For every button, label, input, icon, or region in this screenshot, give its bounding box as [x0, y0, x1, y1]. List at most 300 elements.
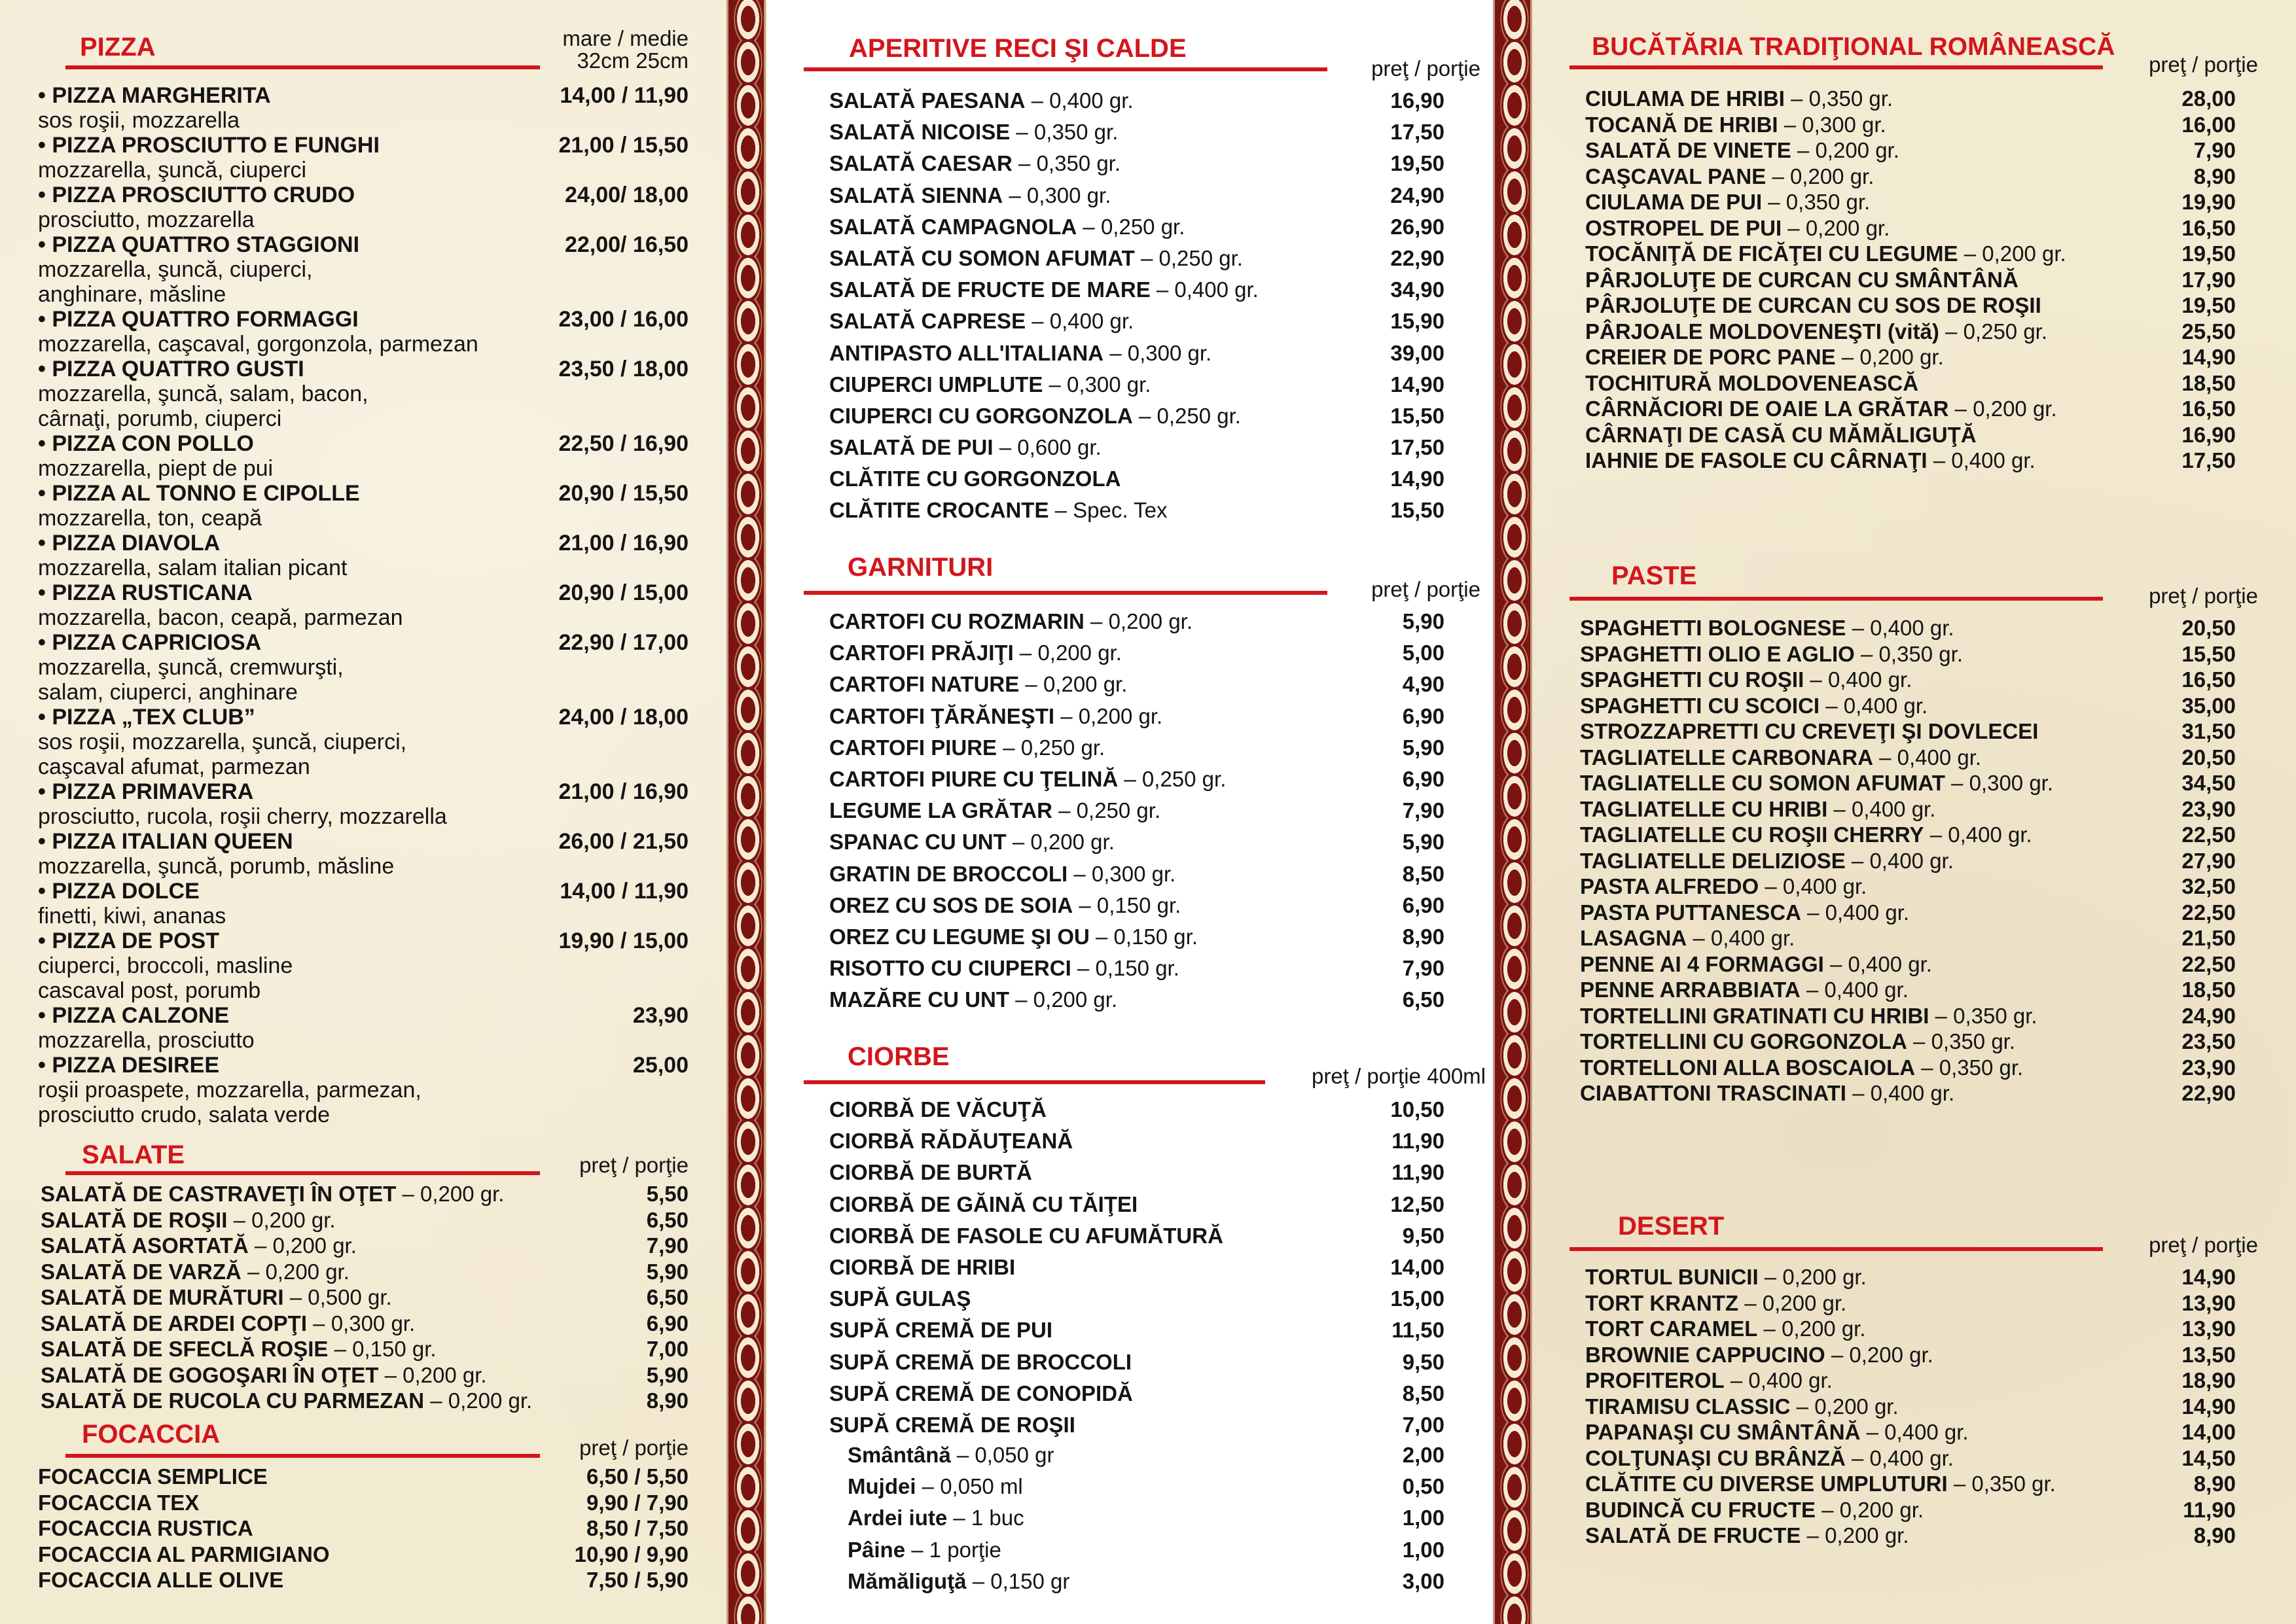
- item-portion: – 0,150 gr: [966, 1568, 1070, 1593]
- item-price: 5,00: [1402, 641, 1444, 665]
- item-price: 7,00: [1402, 1412, 1444, 1437]
- menu-item: [829, 495, 1444, 526]
- item-name: OREZ CU LEGUME ŞI OU: [829, 924, 1090, 949]
- pizza-price: 24,00/ 18,00: [564, 183, 689, 207]
- item-price: 6,90: [1402, 892, 1444, 917]
- item-name: CIULAMA DE HRIBI: [1585, 86, 1785, 111]
- menu-item: [1580, 977, 2236, 1003]
- item-price: 16,90: [2181, 422, 2236, 447]
- item-portion: – 1 porţie: [905, 1537, 1001, 1562]
- item-price: 15,50: [1390, 498, 1444, 523]
- pizza-item: [38, 357, 689, 431]
- item-name: MAZĂRE CU UNT: [829, 987, 1009, 1012]
- menu-item: [829, 1189, 1444, 1220]
- item-price: 0,50: [1402, 1474, 1444, 1499]
- item-price: 19,50: [2181, 241, 2236, 266]
- menu-item: [1580, 718, 2236, 745]
- item-price: 19,50: [1390, 151, 1444, 176]
- item-name: PROFITEROL: [1585, 1368, 1725, 1392]
- pizza-item: [38, 1003, 689, 1053]
- item-price: 18,50: [2181, 370, 2236, 395]
- item-price: 6,90: [1402, 766, 1444, 791]
- item-portion: – 0,400 gr.: [1845, 848, 1954, 873]
- item-portion: – 0,200 gr.: [1054, 703, 1163, 728]
- section-rule-paste: [1570, 597, 2103, 601]
- item-name: TAGLIATELLE CU HRIBI: [1580, 796, 1828, 821]
- item-portion: – 0,400 gr.: [1150, 277, 1259, 302]
- menu-item: [829, 1315, 1444, 1346]
- item-name: CIULAMA DE PUI: [1585, 190, 1763, 214]
- menu-item: [1585, 112, 2236, 138]
- menu-item: [1580, 1055, 2236, 1081]
- menu-item: [829, 921, 1444, 953]
- item-name: TORTELLINI GRATINATI CU HRIBI: [1580, 1003, 1929, 1028]
- pizza-item: [38, 431, 689, 481]
- pizza-item: [38, 829, 689, 879]
- item-portion: – 0,350 gr.: [1929, 1003, 2037, 1028]
- menu-item: [829, 306, 1444, 337]
- item-price: 5,90: [646, 1259, 689, 1284]
- pizza-item: [38, 779, 689, 829]
- menu-item: [1580, 822, 2236, 848]
- menu-item: [829, 1252, 1444, 1283]
- menu-item: [829, 1220, 1444, 1252]
- pizza-price: 22,50 / 16,90: [558, 431, 689, 456]
- menu-item: [1585, 370, 2236, 397]
- pizza-name: • PIZZA RUSTICANA: [38, 580, 253, 605]
- menu-item: [1585, 422, 2236, 448]
- pizza-price: 23,90: [632, 1003, 689, 1028]
- item-portion: – 0,200 gr.: [378, 1362, 487, 1387]
- menu-item: [1585, 1264, 2236, 1290]
- pizza-name: • PIZZA „TEX CLUB”: [38, 705, 255, 730]
- item-name: PÂRJOLUŢE DE CURCAN CU SOS DE ROŞII: [1585, 293, 2041, 317]
- ornamental-border-right: [1493, 0, 1532, 1624]
- pizza-ingredients: mozzarella, piept de pui: [38, 456, 274, 481]
- menu-item: [1580, 1029, 2236, 1055]
- item-portion: – 0,200 gr.: [424, 1388, 533, 1413]
- menu-item: [1585, 1394, 2236, 1420]
- section-rule-garnituri: [804, 591, 1327, 595]
- item-price: 8,90: [1402, 924, 1444, 949]
- item-portion: – 0,400 gr.: [1827, 796, 1936, 821]
- menu-item: [1580, 770, 2236, 796]
- item-price: 32,50: [2181, 874, 2236, 898]
- menu-item: [41, 1233, 689, 1259]
- menu-item: [1585, 319, 2236, 345]
- item-name: IAHNIE DE FASOLE CU CÂRNAŢI: [1585, 448, 1928, 472]
- item-name: CARTOFI CU ROZMARIN: [829, 609, 1085, 633]
- item-price: 10,50: [1390, 1097, 1444, 1121]
- item-portion: – Spec. Tex: [1049, 498, 1168, 523]
- item-portion: – 0,250 gr.: [1134, 245, 1243, 270]
- pizza-item: [38, 83, 689, 133]
- pizza-item: [38, 705, 689, 779]
- item-name: CLĂTITE CU GORGONZOLA: [829, 467, 1121, 491]
- menu-item: [1580, 874, 2236, 900]
- item-price: 17,90: [2181, 267, 2236, 292]
- menu-item: [829, 1347, 1444, 1378]
- pizza-item: [38, 307, 689, 357]
- item-price: 20,50: [2181, 616, 2236, 640]
- menu-item: [829, 1125, 1444, 1157]
- item-portion: – 0,300 gr.: [1778, 112, 1886, 137]
- item-portion: – 0,050 gr: [950, 1443, 1054, 1467]
- menu-item: [829, 1502, 1444, 1534]
- item-name: COLŢUNAŞI CU BRÂNZĂ: [1585, 1445, 1846, 1470]
- item-price: 22,50: [2181, 900, 2236, 925]
- item-name: FOCACCIA AL PARMIGIANO: [38, 1542, 330, 1566]
- item-portion: – 0,250 gr.: [1939, 319, 2048, 344]
- menu-item: [829, 701, 1444, 732]
- ciorbe-price-header: preţ / porţie 400ml: [1312, 1064, 1486, 1088]
- item-portion: – 0,400 gr.: [1860, 1420, 1969, 1444]
- menu-item: [1585, 86, 2236, 112]
- pizza-price: 24,00 / 18,00: [558, 705, 689, 730]
- pizza-ingredients: mozzarella, şuncă, ciuperci: [38, 158, 307, 183]
- item-name: PENNE AI 4 FORMAGGI: [1580, 951, 1824, 976]
- menu-item: [829, 1157, 1444, 1188]
- item-name: SALATĂ PAESANA: [829, 88, 1026, 113]
- item-price: 20,50: [2181, 745, 2236, 769]
- menu-item: [38, 1515, 689, 1542]
- item-name: TORTELLONI ALLA BOSCAIOLA: [1580, 1055, 1916, 1080]
- pizza-name: • PIZZA DESIREE: [38, 1053, 220, 1078]
- section-title-salate: SALATE: [82, 1140, 185, 1169]
- item-name: Ardei iute: [848, 1506, 948, 1530]
- item-portion: – 0,300 gr.: [307, 1311, 416, 1335]
- item-name: CREIER DE PORC PANE: [1585, 345, 1836, 369]
- item-portion: – 0,250 gr.: [1052, 798, 1161, 823]
- item-portion: – 1 buc: [947, 1506, 1024, 1530]
- pizza-price: 21,00 / 15,50: [558, 133, 689, 158]
- item-price: 11,50: [1391, 1318, 1444, 1343]
- item-portion: – 0,200 gr.: [227, 1207, 336, 1232]
- item-name: PASTA ALFREDO: [1580, 874, 1759, 898]
- item-name: SUPĂ CREMĂ DE CONOPIDĂ: [829, 1381, 1133, 1405]
- item-price: 8,50 / 7,50: [586, 1516, 689, 1540]
- menu-item: [38, 1490, 689, 1516]
- item-portion: – 0,300 gr.: [1043, 372, 1151, 397]
- item-name: SALATĂ DE VARZĂ: [41, 1259, 242, 1284]
- item-name: CARTOFI PIURE: [829, 735, 997, 760]
- pizza-price: 21,00 / 16,90: [558, 779, 689, 804]
- pizza-price: 19,90 / 15,00: [558, 928, 689, 953]
- item-portion: – 0,400 gr.: [1820, 693, 1928, 718]
- pizza-ingredients: finetti, kiwi, ananas: [38, 904, 226, 928]
- pizza-ingredients: mozzarella, şuncă, cremwurşti, salam, ciuperci, anghinare: [38, 655, 344, 705]
- item-price: 14,00: [2181, 1420, 2236, 1444]
- item-name: TORT KRANTZ: [1585, 1290, 1739, 1315]
- menu-item: [829, 669, 1444, 700]
- pizza-size-header: [517, 27, 689, 72]
- section-title-desert: DESERT: [1618, 1212, 1725, 1241]
- section-title-focaccia: FOCACCIA: [82, 1420, 221, 1449]
- item-price: 7,90: [1402, 956, 1444, 981]
- item-price: 14,00: [1390, 1254, 1444, 1279]
- menu-item: [1585, 215, 2236, 241]
- item-portion: – 0,200 gr.: [1790, 1394, 1899, 1419]
- pizza-ingredients: mozzarella, şuncă, ciuperci, anghinare, măsline: [38, 257, 313, 307]
- menu-item: [1580, 615, 2236, 641]
- item-name: Smântână: [848, 1443, 951, 1467]
- menu-item: [1585, 448, 2236, 474]
- item-name: PENNE ARRABBIATA: [1580, 978, 1801, 1002]
- item-portion: – 0,300 gr.: [1945, 771, 2054, 795]
- pizza-item: [38, 481, 689, 531]
- menu-item: [829, 1283, 1444, 1315]
- pizza-price: 25,00: [632, 1053, 689, 1078]
- menu-item: [41, 1336, 689, 1362]
- menu-item: [38, 1464, 689, 1490]
- item-name: TORTUL BUNICII: [1585, 1265, 1759, 1289]
- garnituri-price-header: preţ / porţie: [1371, 577, 1480, 601]
- item-name: TOCHITURĂ MOLDOVENEASCĂ: [1585, 370, 1919, 395]
- ornamental-border-left: [726, 0, 766, 1624]
- menu-item: [829, 1409, 1444, 1441]
- item-price: 22,90: [1390, 245, 1444, 270]
- item-price: 31,50: [2181, 719, 2236, 743]
- menu-item: [829, 463, 1444, 495]
- pizza-price: 20,90 / 15,50: [558, 481, 689, 506]
- item-portion: – 0,400 gr.: [1927, 448, 2036, 472]
- item-price: 22,90: [2181, 1081, 2236, 1105]
- item-portion: – 0,350 gr.: [1784, 86, 1893, 111]
- item-portion: – 0,200 gr.: [248, 1233, 357, 1258]
- item-name: TAGLIATELLE CU SOMON AFUMAT: [1580, 771, 1945, 795]
- item-price: 11,90: [1391, 1129, 1444, 1154]
- item-price: 14,90: [1390, 372, 1444, 397]
- item-price: 13,50: [2181, 1342, 2236, 1367]
- menu-item: [1585, 1290, 2236, 1316]
- item-price: 8,90: [2193, 164, 2236, 188]
- item-price: 8,50: [1402, 1381, 1444, 1405]
- menu-item: [1585, 241, 2236, 267]
- item-portion: – 0,250 gr.: [1118, 766, 1227, 791]
- menu-item: [1580, 796, 2236, 822]
- pizza-price: 20,90 / 15,00: [558, 580, 689, 605]
- focaccia-price-header: preţ / porţie: [579, 1436, 689, 1460]
- menu-item: [829, 338, 1444, 369]
- item-price: 14,90: [1390, 467, 1444, 491]
- item-portion: – 0,400 gr.: [1800, 978, 1909, 1002]
- menu-item: [829, 211, 1444, 243]
- item-name: SALATĂ DE GOGOŞARI ÎN OŢET: [41, 1362, 379, 1387]
- salate-list: [41, 1181, 689, 1414]
- item-price: 25,50: [2181, 319, 2236, 344]
- menu-item: [1585, 137, 2236, 164]
- item-price: 28,00: [2181, 86, 2236, 111]
- menu-item: [1585, 396, 2236, 422]
- menu-item: [1585, 1471, 2236, 1497]
- ciorbe-extras-list: [829, 1439, 1444, 1597]
- pizza-name: • PIZZA MARGHERITA: [38, 83, 271, 108]
- item-portion: – 0,150 gr.: [1071, 956, 1179, 981]
- item-name: SALATĂ SIENNA: [829, 183, 1003, 207]
- item-portion: – 0,300 gr.: [1103, 340, 1212, 365]
- item-price: 35,00: [2181, 693, 2236, 718]
- item-price: 16,00: [2181, 112, 2236, 137]
- item-portion: – 0,150 gr.: [1073, 892, 1181, 917]
- item-portion: – 0,200 gr.: [1825, 1342, 1933, 1367]
- item-portion: – 0,350 gr.: [1915, 1055, 2024, 1080]
- item-price: 9,90 / 7,90: [586, 1490, 689, 1515]
- item-name: SPAGHETTI BOLOGNESE: [1580, 616, 1846, 640]
- item-price: 6,50 / 5,50: [586, 1464, 689, 1489]
- item-name: CAŞCAVAL PANE: [1585, 164, 1767, 188]
- item-portion: – 0,400 gr.: [1823, 951, 1932, 976]
- traditionala-price-header: preţ / porţie: [2149, 52, 2258, 77]
- item-portion: – 0,350 gr.: [1010, 120, 1119, 145]
- pizza-ingredients: mozzarella, ton, ceapă: [38, 506, 262, 531]
- aperitive-price-header: preţ / porţie: [1371, 56, 1480, 80]
- item-portion: – 0,400 gr.: [1873, 745, 1982, 769]
- item-portion: – 0,400 gr.: [1687, 926, 1795, 950]
- menu-item: [1585, 189, 2236, 215]
- item-price: 5,90: [646, 1362, 689, 1387]
- item-price: 13,90: [2181, 1316, 2236, 1341]
- menu-item: [1580, 900, 2236, 926]
- item-portion: – 0,400 gr.: [1804, 667, 1912, 692]
- item-name: CIUPERCI UMPLUTE: [829, 372, 1043, 397]
- item-price: 16,50: [2181, 397, 2236, 421]
- pizza-name: • PIZZA DIAVOLA: [38, 531, 221, 556]
- item-price: 26,90: [1390, 214, 1444, 239]
- pizza-name: • PIZZA ITALIAN QUEEN: [38, 829, 293, 854]
- item-price: 12,50: [1390, 1192, 1444, 1216]
- item-name: CLĂTITE CU DIVERSE UMPLUTURI: [1585, 1472, 1948, 1496]
- item-name: SALATĂ DE MURĂTURI: [41, 1285, 284, 1309]
- item-name: LEGUME LA GRĂTAR: [829, 798, 1052, 823]
- section-rule-desert: [1570, 1247, 2103, 1251]
- pizza-price: 23,00 / 16,00: [558, 307, 689, 332]
- menu-item: [41, 1259, 689, 1285]
- item-name: TAGLIATELLE CARBONARA: [1580, 745, 1873, 769]
- section-rule-aperitive: [804, 67, 1327, 71]
- item-portion: – 0,200 gr.: [241, 1259, 350, 1284]
- pizza-name: • PIZZA CALZONE: [38, 1003, 230, 1028]
- pizza-price: 21,00 / 16,90: [558, 531, 689, 556]
- menu-item: [829, 432, 1444, 463]
- menu-item: [1585, 164, 2236, 190]
- pizza-price: 14,00 / 11,90: [560, 83, 689, 108]
- item-name: GRATIN DE BROCCOLI: [829, 861, 1068, 886]
- item-price: 16,50: [2181, 667, 2236, 692]
- item-price: 14,90: [2181, 1394, 2236, 1419]
- item-name: CLĂTITE CROCANTE: [829, 498, 1049, 523]
- item-price: 14,50: [2181, 1445, 2236, 1470]
- item-portion: – 0,400 gr.: [1025, 88, 1134, 113]
- menu-item: [829, 274, 1444, 306]
- item-price: 8,90: [2193, 1472, 2236, 1496]
- item-name: SALATĂ DE FRUCTE DE MARE: [829, 277, 1151, 302]
- menu-item: [829, 400, 1444, 432]
- item-price: 21,50: [2181, 926, 2236, 950]
- item-name: SALATĂ DE FRUCTE: [1585, 1523, 1801, 1547]
- garnituri-list: [829, 606, 1444, 1015]
- pizza-name: • PIZZA DOLCE: [38, 879, 200, 904]
- section-rule-pizza: [65, 65, 540, 69]
- item-price: 13,90: [2181, 1290, 2236, 1315]
- menu-item: [829, 369, 1444, 400]
- pizza-size-header-line2: 32cm 25cm: [577, 48, 689, 73]
- item-price: 23,50: [2181, 1029, 2236, 1053]
- item-name: TOCANĂ DE HRIBI: [1585, 112, 1778, 137]
- item-portion: – 0,200 gr.: [396, 1182, 505, 1206]
- menu-item: [829, 984, 1444, 1015]
- pizza-item: [38, 232, 689, 307]
- item-price: 10,90 / 9,90: [574, 1542, 689, 1566]
- item-price: 6,90: [646, 1311, 689, 1335]
- item-price: 9,50: [1402, 1349, 1444, 1374]
- item-price: 8,50: [1402, 861, 1444, 886]
- item-portion: – 0,200 gr.: [1006, 830, 1115, 855]
- menu-item: [829, 1534, 1444, 1566]
- focaccia-list: [38, 1464, 689, 1593]
- item-portion: – 0,200 gr.: [1013, 641, 1122, 665]
- menu-item: [829, 116, 1444, 148]
- pizza-name: • PIZZA QUATTRO STAGGIONI: [38, 232, 360, 257]
- pizza-name: • PIZZA PROSCIUTTO CRUDO: [38, 183, 355, 207]
- section-rule-ciorbe: [804, 1080, 1265, 1084]
- menu-item: [1580, 1080, 2236, 1106]
- menu-item: [1585, 1523, 2236, 1549]
- item-price: 22,50: [2181, 951, 2236, 976]
- item-name: SUPĂ GULAŞ: [829, 1286, 971, 1311]
- item-portion: – 0,400 gr.: [1759, 874, 1867, 898]
- pizza-ingredients: mozzarella, prosciutto: [38, 1028, 255, 1053]
- item-price: 14,90: [2181, 1265, 2236, 1289]
- item-portion: – 0,300 gr.: [1067, 861, 1176, 886]
- item-name: RISOTTO CU CIUPERCI: [829, 956, 1071, 981]
- menu-item: [1580, 693, 2236, 719]
- item-portion: – 0,250 gr.: [1077, 214, 1185, 239]
- menu-item: [41, 1388, 689, 1414]
- item-portion: – 0,150 gr.: [328, 1337, 437, 1361]
- item-portion: – 0,400 gr.: [1845, 1445, 1954, 1470]
- menu-item: [1585, 1497, 2236, 1523]
- item-name: CARTOFI PRĂJIŢI: [829, 641, 1014, 665]
- menu-item: [829, 858, 1444, 890]
- item-price: 14,90: [2181, 345, 2236, 369]
- item-price: 18,90: [2181, 1368, 2236, 1392]
- menu-item: [1580, 745, 2236, 771]
- item-price: 4,90: [1402, 672, 1444, 697]
- menu-item: [1585, 1316, 2236, 1342]
- paste-list: [1580, 615, 2236, 1106]
- menu-item: [829, 1471, 1444, 1502]
- paste-price-header: preţ / porţie: [2149, 584, 2258, 608]
- pizza-item: [38, 879, 689, 928]
- pizza-price: 14,00 / 11,90: [560, 879, 689, 904]
- item-name: SALATĂ DE ROŞII: [41, 1207, 228, 1232]
- item-price: 7,00: [646, 1337, 689, 1361]
- menu-item: [829, 764, 1444, 795]
- item-name: TORT CARAMEL: [1585, 1316, 1758, 1341]
- item-price: 15,00: [1390, 1286, 1444, 1311]
- menu-item: [829, 953, 1444, 984]
- item-portion: – 0,200 gr.: [1019, 672, 1128, 697]
- pizza-ingredients: sos roşii, mozzarella: [38, 108, 240, 133]
- menu-item: [829, 1094, 1444, 1125]
- item-name: CIORBĂ RĂDĂUŢEANĂ: [829, 1129, 1073, 1154]
- pizza-price: 22,00/ 16,50: [564, 232, 689, 257]
- item-name: ANTIPASTO ALL'ITALIANA: [829, 340, 1104, 365]
- item-price: 6,90: [1402, 703, 1444, 728]
- item-portion: – 0,050 ml: [916, 1474, 1023, 1499]
- item-portion: – 0,200 gr.: [1757, 1316, 1866, 1341]
- pizza-name: • PIZZA AL TONNO E CIPOLLE: [38, 481, 360, 506]
